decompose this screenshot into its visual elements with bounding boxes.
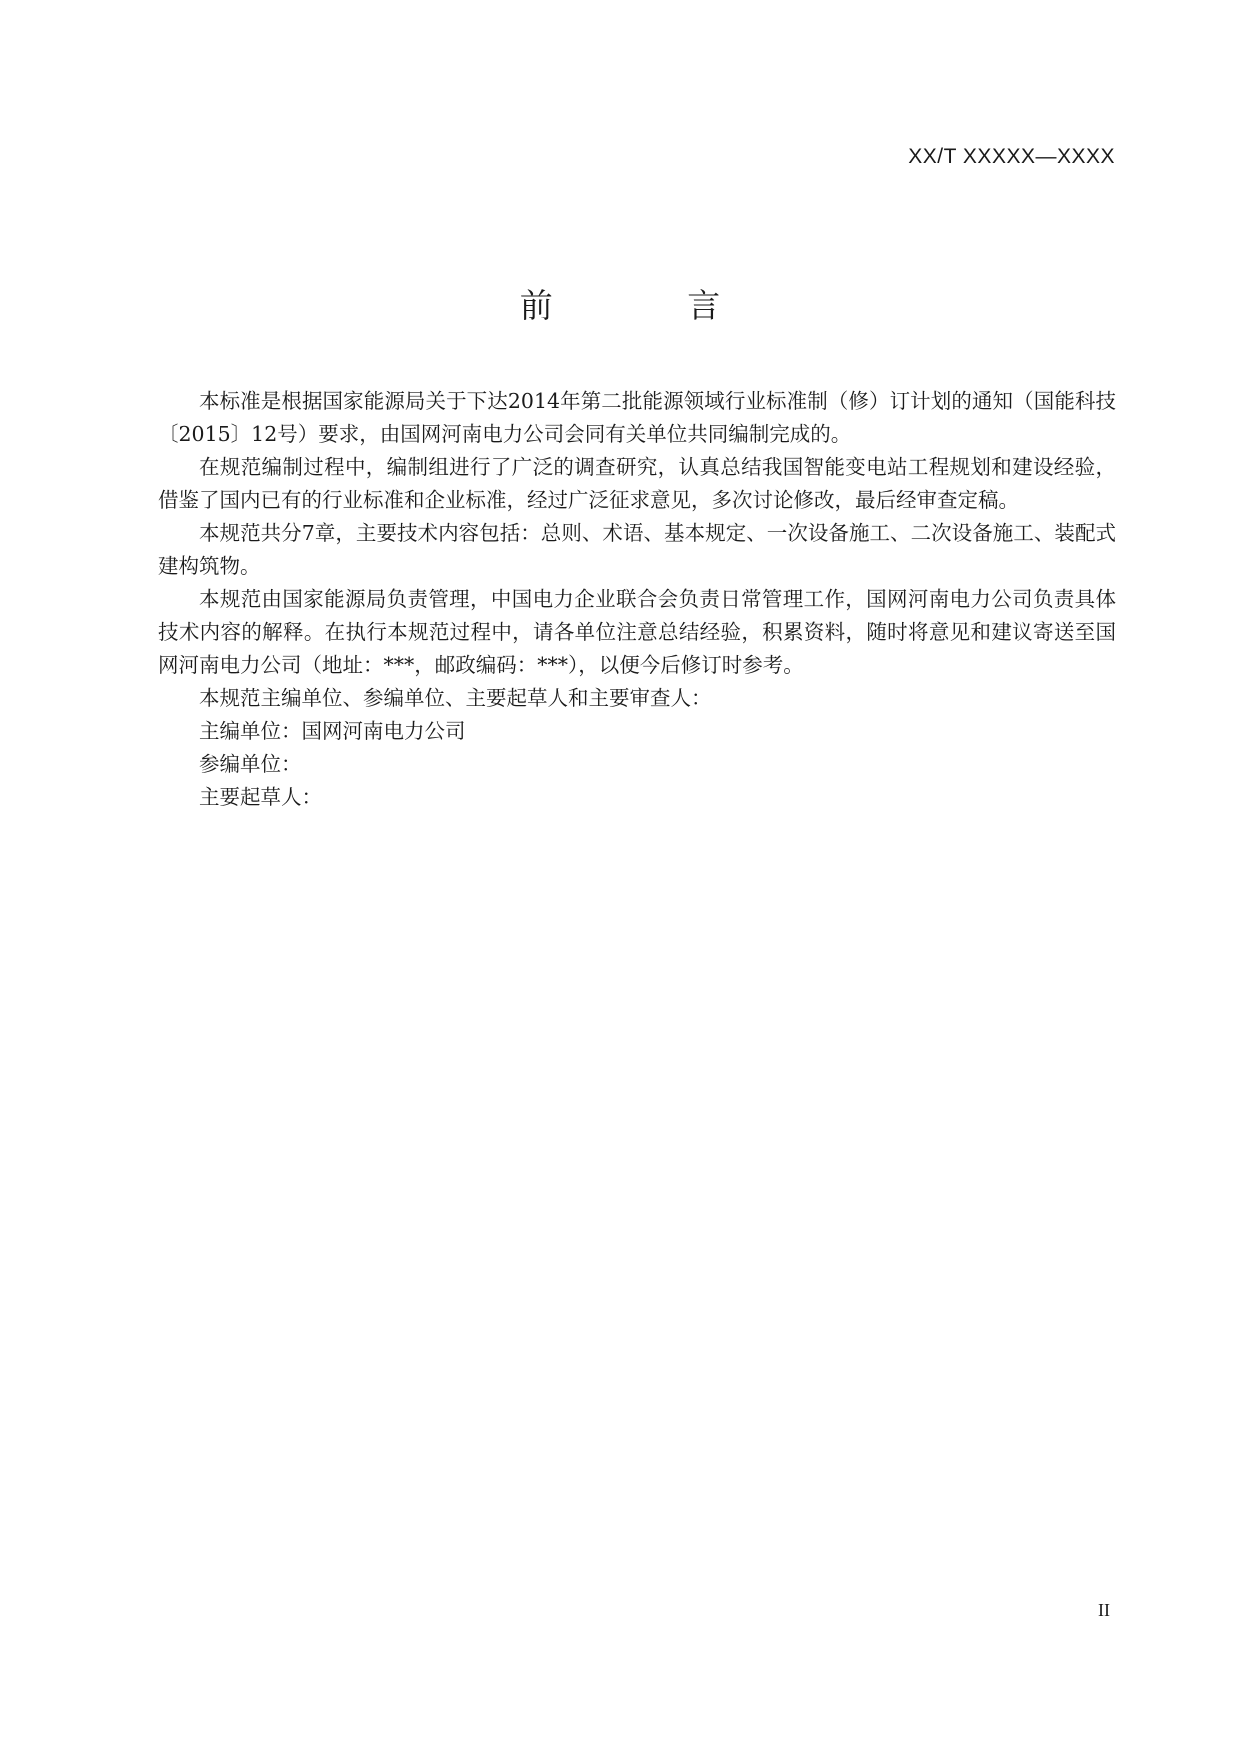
- standard-code: XX/T XXXXX—XXXX: [908, 145, 1115, 168]
- paragraph-participating-units: 参编单位：: [199, 752, 302, 776]
- paragraph-basis: 本标准是根据国家能源局关于下达2014年第二批能源领域行业标准制（修）订计划的通知（国能科技〔2015〕12号）要求，由国网河南电力公司会同有关单位共同编制完成的。: [158, 389, 1116, 446]
- paragraph-contributors-intro: 本规范主编单位、参编单位、主要起草人和主要审查人：: [199, 686, 712, 710]
- paragraph-process: 在规范编制过程中，编制组进行了广泛的调查研究，认真总结我国智能变电站工程规划和建设经验，借鉴了国内已有的行业标准和企业标准，经过广泛征求意见，多次讨论修改，最后经审查定稿。: [158, 455, 1116, 512]
- paragraph-chief-editor: 主编单位：国网河南电力公司: [199, 719, 466, 743]
- page-number: II: [1098, 1600, 1110, 1620]
- paragraph-main-drafters: 主要起草人：: [199, 785, 322, 809]
- paragraph-management: 本规范由国家能源局负责管理，中国电力企业联合会负责日常管理工作，国网河南电力公司负责具体技术内容的解释。在执行本规范过程中，请各单位注意总结经验，积累资料，随时将意见和建议寄送至国网河南电力公司（地址：***，邮政编码：***），以便今后修订时参考。: [158, 587, 1116, 677]
- document-body: [158, 385, 1116, 814]
- paragraph-contents: 本规范共分7章，主要技术内容包括：总则、术语、基本规定、一次设备施工、二次设备施工、装配式建构筑物。: [158, 521, 1116, 578]
- page-title: 前 言: [519, 286, 783, 325]
